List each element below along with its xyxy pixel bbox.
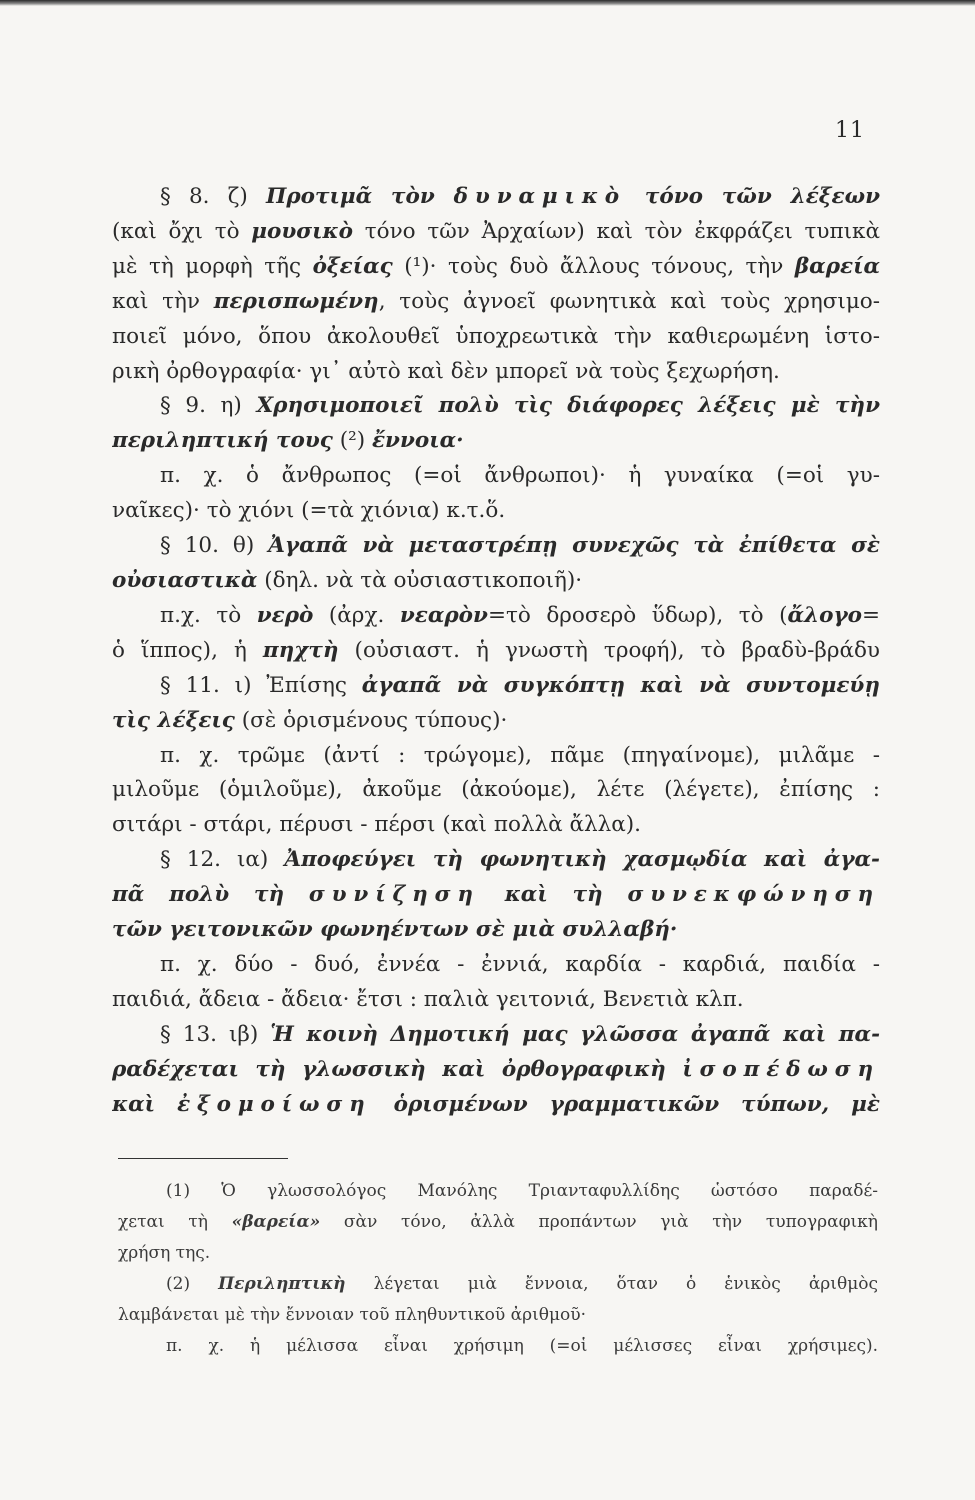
text-line — [112, 1053, 880, 1088]
text-segment: περιληπτική τους — [112, 428, 333, 454]
text-segment: Ἡ κοινὴ Δημοτική μας γλῶσσα ἀγαπᾶ καὶ πα- — [270, 1021, 880, 1047]
footnote-rule — [118, 1158, 288, 1159]
text-line — [112, 320, 880, 355]
text-segment: (²) — [332, 428, 372, 454]
text-segment: συνεκφώνηση — [627, 882, 880, 908]
text-segment: π. χ. δύο - δυό, ἐννέα - ἐννιά, καρδία - καρδιά, παιδία - — [160, 951, 880, 977]
text-line — [112, 948, 880, 983]
text-segment: ὁ ἵππος), ἡ — [112, 637, 263, 663]
text-segment: νεαρὸν — [399, 602, 488, 628]
text-segment: καὶ τὴ — [479, 882, 628, 908]
text-segment: τόνο τῶν Ἀρχαίων) καὶ τὸν ἐκφράζει τυπικὰ — [353, 218, 880, 244]
text-segment: Ἀγαπᾶ νὰ μεταστρέπῃ συνεχῶς τὰ ἐπίθετα σὲ — [268, 533, 880, 559]
text-segment: σιτάρι - στάρι, πέρυσι - πέρσι (καὶ πολλὰ ἄλλα). — [112, 812, 642, 838]
text-segment: =τὸ δροσερὸ ὕδωρ), τὸ ( — [487, 602, 788, 628]
footnote-line — [118, 1300, 878, 1331]
text-segment: καὶ — [112, 1091, 178, 1117]
text-segment: Ἀποφεύγει τὴ φωνητικὴ χασμῳδία καὶ ἀγα- — [284, 847, 880, 873]
text-segment: σὰν τόνο, ἀλλὰ προπάντων γιὰ τὴν τυπογραφικὴ — [320, 1212, 878, 1232]
text-segment: (2) — [166, 1274, 219, 1294]
text-segment: = — [861, 602, 880, 628]
text-segment: (ἀρχ. — [313, 602, 400, 628]
footnotes — [118, 1176, 878, 1362]
text-segment: ὁρισμένων γραμματικῶν τύπων, μὲ — [371, 1091, 880, 1117]
text-segment: ἐξομοίωση — [177, 1091, 372, 1117]
text-segment: ραδέχεται τὴ γλωσσικὴ καὶ ὀρθογραφικὴ — [112, 1056, 683, 1082]
text-segment: συνίζηση — [308, 882, 480, 908]
text-line — [112, 843, 880, 878]
text-segment: τῶν γειτονικῶν φωνηέντων σὲ μιὰ συλλαβή· — [112, 917, 678, 943]
text-segment: δυναμικὸ — [453, 184, 627, 209]
body-text — [112, 180, 880, 1122]
text-segment: παιδιά, ἄδεια - ἄδεια· ἔτσι : παλιὰ γειτονιά, Βενετιὰ κλπ. — [112, 986, 744, 1012]
text-line — [112, 1088, 880, 1123]
footnote-line — [118, 1331, 878, 1362]
text-segment: (σὲ ὁρισμένους τύπους)· — [234, 707, 508, 733]
text-line — [112, 459, 880, 494]
text-line — [112, 1018, 880, 1053]
text-segment: ἰσοπέδωση — [682, 1056, 880, 1082]
text-line — [112, 878, 880, 913]
text-segment: , τοὺς ἀγνοεῖ φωνητικὰ καὶ τοὺς χρησιμο- — [378, 288, 880, 314]
text-line — [112, 983, 880, 1018]
text-segment: καὶ τὴν — [112, 288, 214, 314]
text-segment: ἄλογο — [787, 602, 862, 628]
text-segment: § 11. ι) Ἐπίσης — [160, 672, 362, 698]
text-segment: τόνο τῶν λέξεων — [626, 184, 880, 209]
text-segment: § 9. η) — [160, 393, 257, 419]
text-segment: λέγεται μιὰ ἔννοια, ὅταν ὁ ἑνικὸς ἀριθμὸς — [345, 1274, 878, 1294]
text-segment: πηχτὴ — [262, 637, 339, 663]
footnote-line — [118, 1207, 878, 1238]
text-segment: ρικὴ ὀρθογραφία· γι᾿ αὐτὸ καὶ δὲν μπορεῖ νὰ τοὺς ξεχωρήση. — [112, 358, 780, 384]
text-line — [112, 913, 880, 948]
text-segment: π.χ. τὸ — [160, 602, 257, 628]
text-line — [112, 808, 880, 843]
text-line — [112, 389, 880, 424]
text-line — [112, 355, 880, 390]
text-segment: τὶς λέξεις — [112, 707, 235, 733]
text-segment: περισπωμένη — [213, 288, 379, 314]
text-segment: μιλοῦμε (ὁμιλοῦμε), ἀκοῦμε (ἀκούομε), λέτε (λέγετε), ἐπίσης : — [112, 777, 880, 803]
text-segment: λαμβάνεται μὲ τὴν ἔννοιαν τοῦ πληθυντικοῦ ἀριθμοῦ· — [118, 1305, 586, 1325]
text-line — [112, 424, 880, 459]
text-line — [112, 180, 880, 215]
text-segment: ποιεῖ μόνο, ὅπου ἀκολουθεῖ ὑποχρεωτικὰ τὴν καθιερωμένη ἱστο- — [112, 323, 880, 349]
scan-edge — [0, 0, 975, 6]
text-line — [112, 529, 880, 564]
footnote-line — [118, 1176, 878, 1207]
text-segment: π. χ. τρῶμε (ἀντί : τρώγομε), πᾶμε (πηγαίνομε), μιλᾶμε - — [160, 742, 880, 768]
text-segment: (¹)· τοὺς δυὸ ἄλλους τόνους, τὴν — [392, 253, 795, 279]
text-segment: Προτιμᾶ τὸν — [266, 184, 454, 209]
text-segment: π. χ. ἡ μέλισσα εἶναι χρήσιμη (=οἱ μέλισσες εἶναι χρήσιμες). — [166, 1336, 878, 1356]
text-line — [112, 704, 880, 739]
text-segment: § 10. θ) — [160, 533, 269, 559]
text-segment: μὲ τὴ μορφὴ τῆς — [112, 253, 313, 279]
text-line — [112, 739, 880, 774]
text-segment: ἀγαπᾶ νὰ συγκόπτῃ καὶ νὰ συντομεύῃ — [361, 672, 880, 698]
text-segment: (1) Ὁ γλωσσολόγος Μανόλης Τριανταφυλλίδης ὡστόσο παραδέ- — [166, 1181, 878, 1201]
text-segment: χρήση της. — [118, 1243, 211, 1263]
text-segment: νερὸ — [256, 602, 314, 628]
text-segment: § 12. ια) — [160, 847, 285, 873]
text-segment: ἔννοια· — [371, 428, 464, 454]
text-segment: «βαρεία» — [231, 1212, 321, 1232]
text-segment: μουσικὸ — [251, 218, 354, 244]
text-segment: (καὶ ὄχι τὸ — [112, 218, 252, 244]
text-line — [112, 564, 880, 599]
text-line — [112, 494, 880, 529]
text-line — [112, 285, 880, 320]
text-segment: χεται τὴ — [118, 1212, 232, 1232]
text-segment: οὐσιαστικὰ — [112, 567, 258, 593]
text-line — [112, 773, 880, 808]
text-segment: πᾶ πολὺ τὴ — [112, 882, 309, 908]
text-segment: Χρησιμοποιεῖ πολὺ τὶς διάφορες λέξεις μὲ τὴν — [256, 393, 880, 419]
text-segment: § 8. ζ) — [160, 184, 267, 209]
text-segment: π. χ. ὁ ἄνθρωπος (=οἱ ἄνθρωποι)· ἡ γυναίκα (=οἱ γυ- — [160, 463, 880, 489]
text-segment: ὀξείας — [312, 253, 393, 279]
text-segment: ναῖκες)· τὸ χιόνι (=τὰ χιόνια) κ.τ.ὅ. — [112, 498, 506, 524]
text-segment: (οὐσιαστ. ἡ γνωστὴ τροφή), τὸ βραδὺ-βράδυ — [338, 637, 880, 663]
text-segment: βαρεία — [794, 253, 880, 279]
text-line — [112, 215, 880, 250]
text-segment: § 13. ιβ) — [160, 1021, 271, 1047]
text-line — [112, 669, 880, 704]
text-segment: Περιληπτικὴ — [218, 1274, 346, 1294]
text-segment: (δηλ. νὰ τὰ οὐσιαστικοποιῆ)· — [257, 567, 583, 593]
footnote-line — [118, 1238, 878, 1269]
page-number: 11 — [835, 118, 865, 143]
text-line — [112, 634, 880, 669]
text-line — [112, 250, 880, 285]
text-line — [112, 599, 880, 634]
footnote-line — [118, 1269, 878, 1300]
